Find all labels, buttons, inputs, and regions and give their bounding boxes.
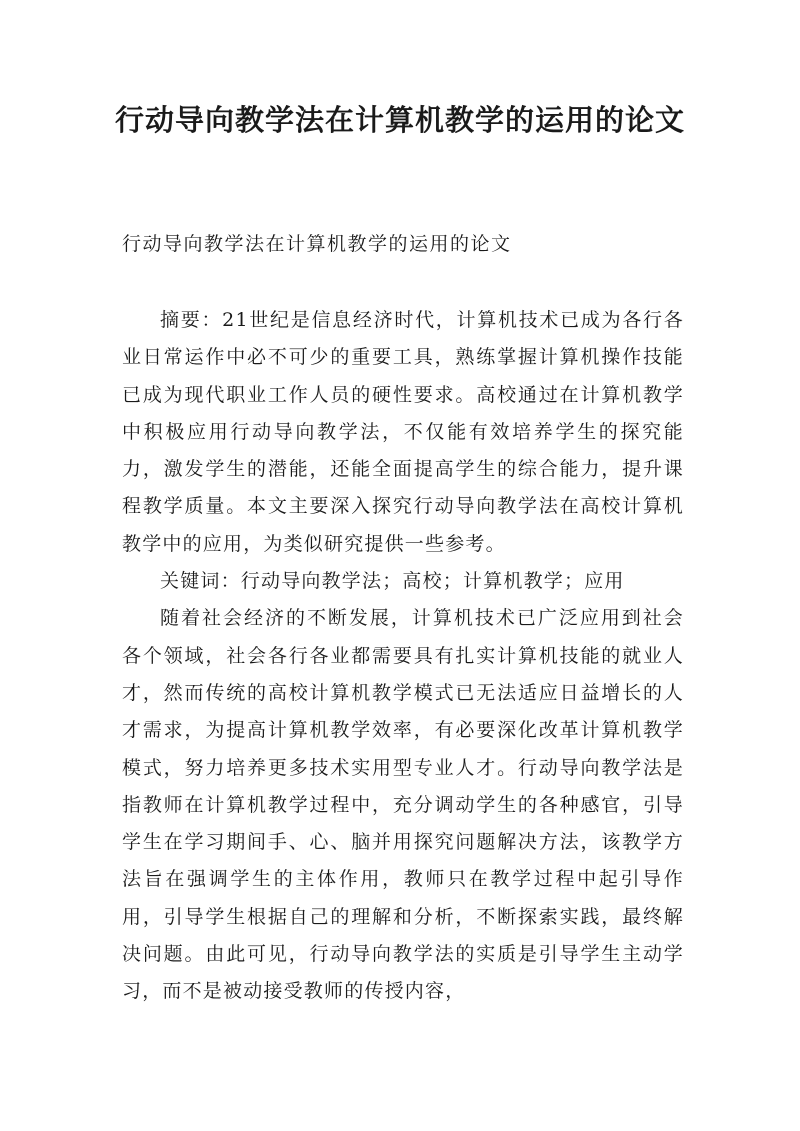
keywords-paragraph: 关键词：行动导向教学法；高校；计算机教学；应用 <box>160 570 625 593</box>
body-paragraph: 随着社会经济的不断发展，计算机技术已广泛应用到社会各个领域，社会各行各业都需要具有扎实计算机技能的就业人才，然而传统的高校计算机教学模式已无法适应日益增长的人才需求，为提高计算机教学效率，有必要深化改革计算机教学模式，努力培养更多技术实用型专业人才。行动导向教学法是指教师在计算机教学过程中，充分调动学生的各种感官，引导学生在学习期间手、心、脑并用探究问题解决方法，该教学方法旨在强调学生的主体作用，教师只在教学过程中起引导作用，引导学生根据自己的理解和分析，不断探索实践，最终解决问题。由此可见，行动导向教学法的实质是引导学生主动学习，而不是被动接受教师的传授内容， <box>122 607 684 1003</box>
document-title: 行动导向教学法在计算机教学的运用的论文 <box>114 103 685 137</box>
abstract-paragraph: 摘要：21世纪是信息经济时代，计算机技术已成为各行各业日常运作中必不可少的重要工具，熟练掌握计算机操作技能已成为现代职业工作人员的硬性要求。高校通过在计算机教学中积极应用行动导向教学法，不仅能有效培养学生的探究能力，激发学生的潜能，还能全面提高学生的综合能力，提升课程教学质量。本文主要深入探究行动导向教学法在高校计算机教学中的应用，为类似研究提供一些参考。 <box>122 309 684 555</box>
document-body <box>122 302 684 1011</box>
document-subtitle: 行动导向教学法在计算机教学的运用的论文 <box>122 233 512 255</box>
